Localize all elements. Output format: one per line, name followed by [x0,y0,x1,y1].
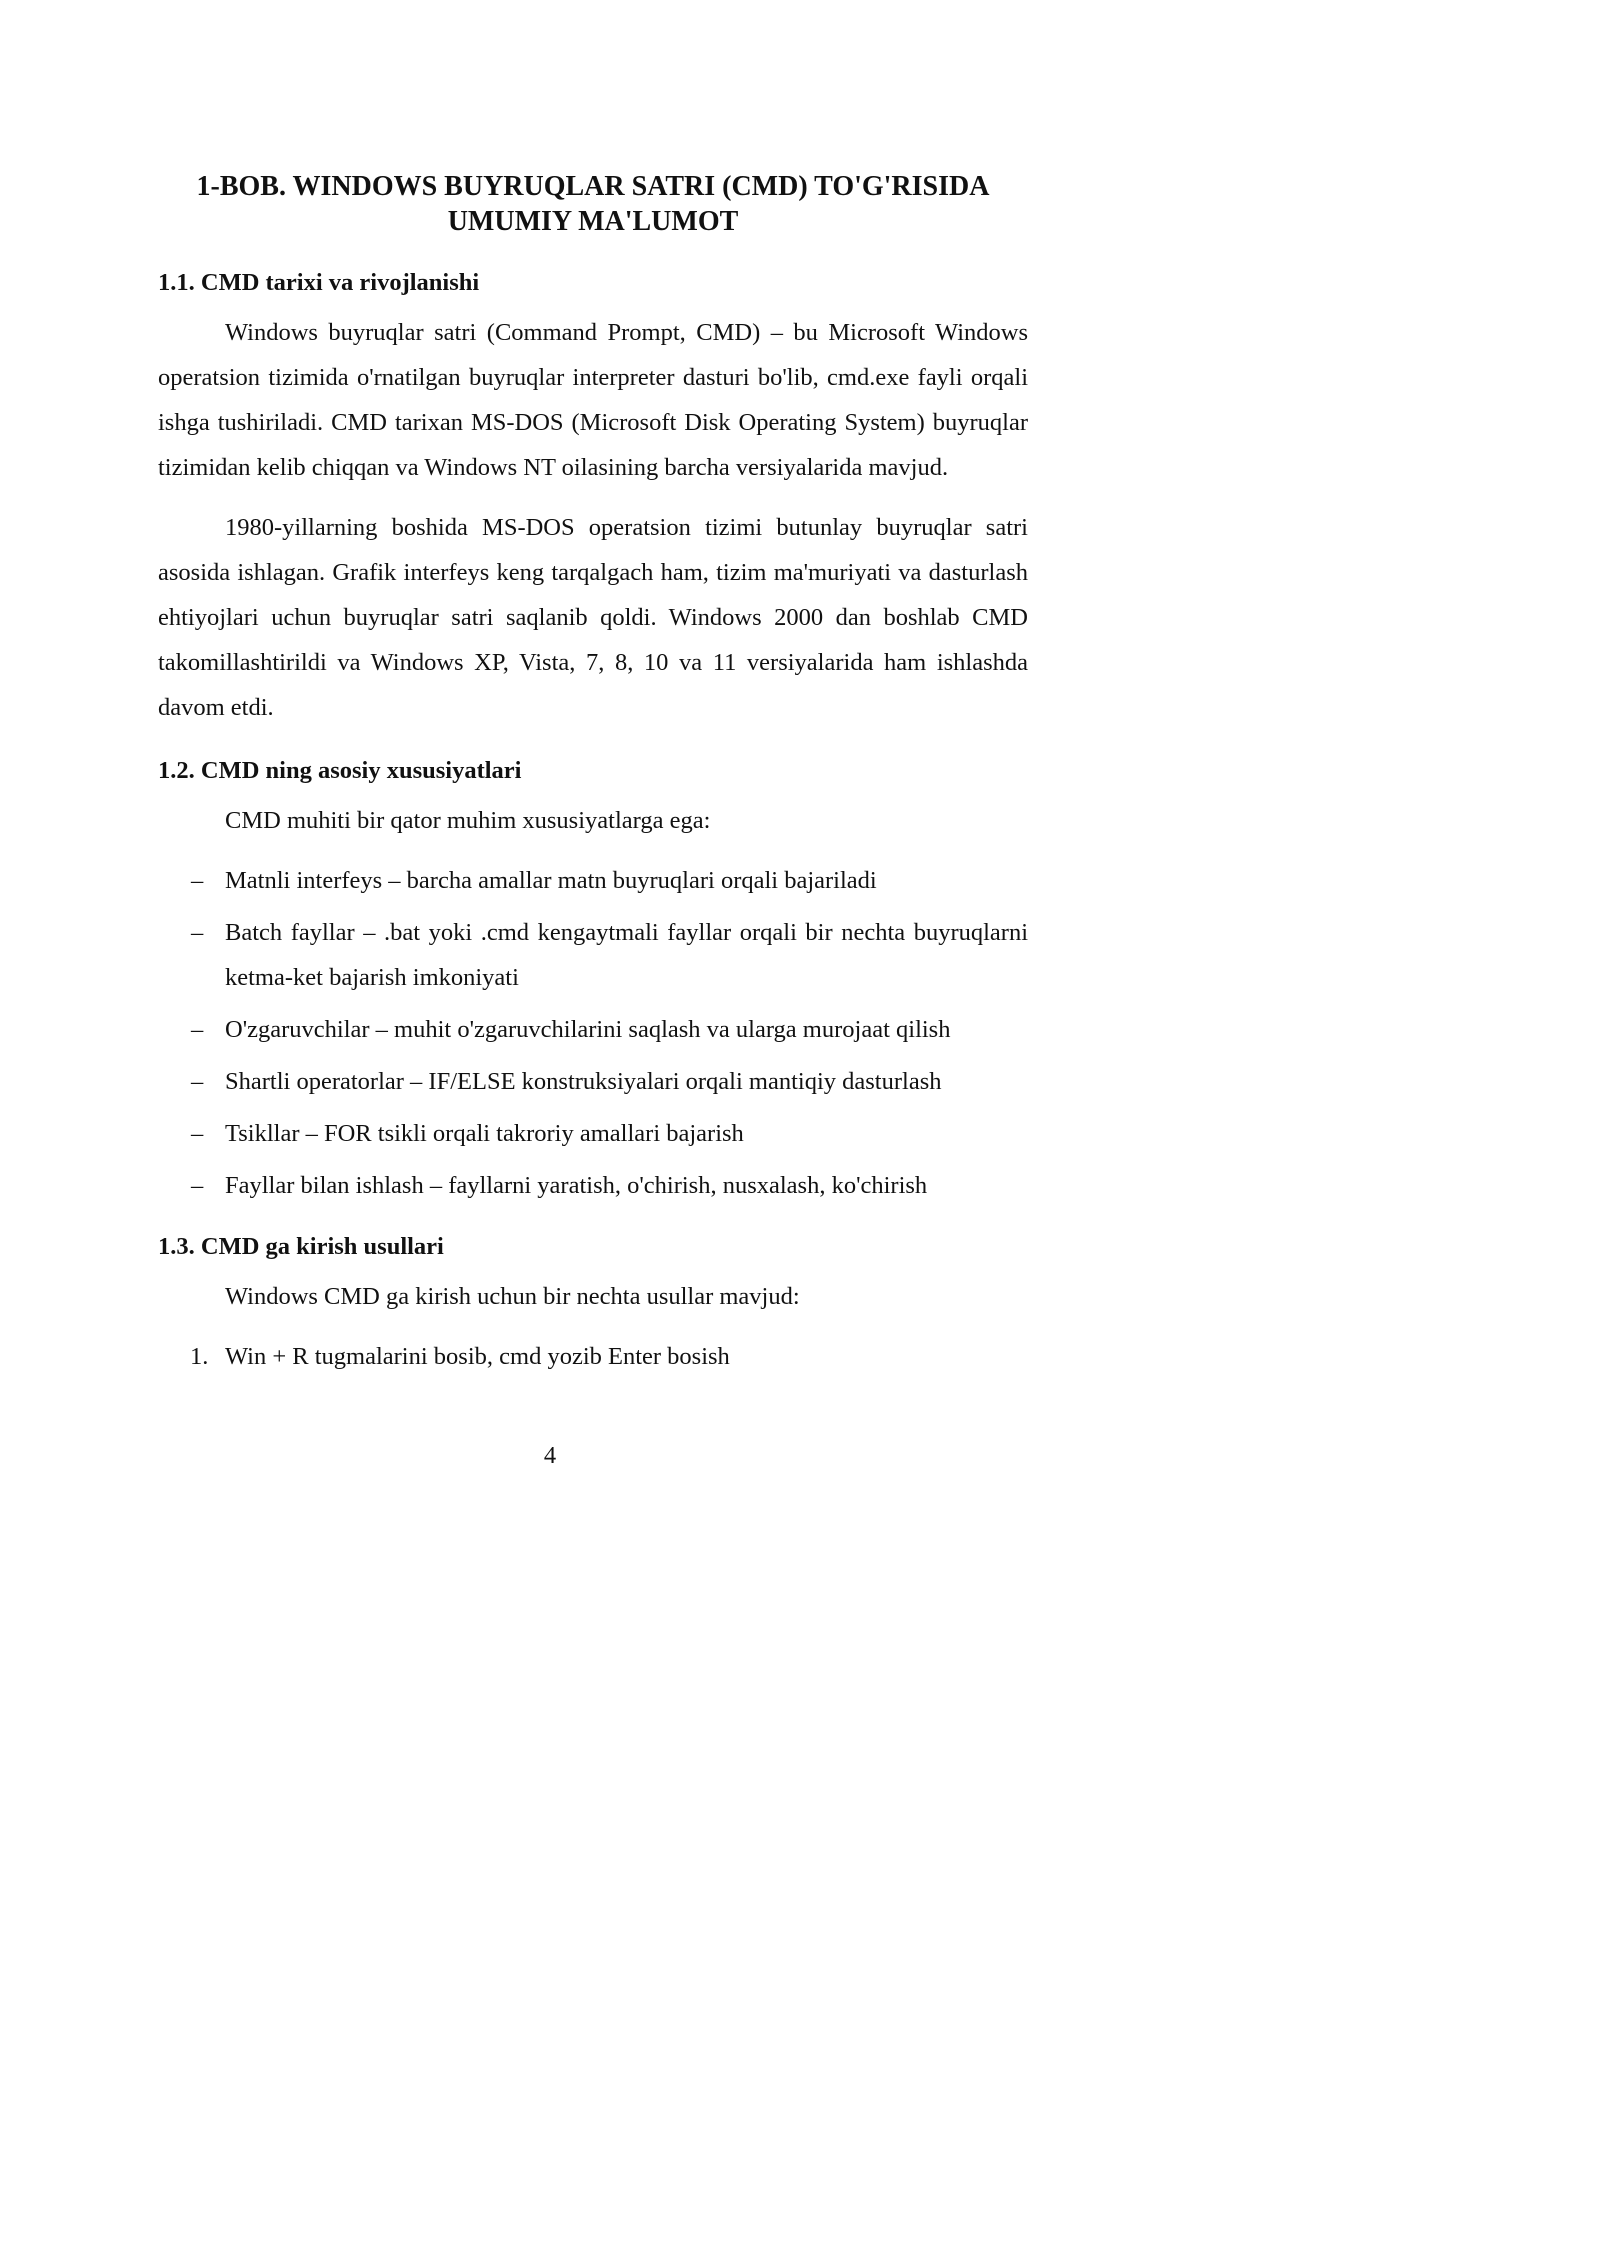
dash-marker: – [191,1120,204,1147]
list-item [158,858,1028,903]
section-heading-1-1: 1.1. CMD tarixi va rivojlanishi [158,269,480,296]
features-list [158,858,1028,1208]
dash-marker: – [191,1068,204,1095]
list-item [158,910,1028,1000]
number-marker: 1. [190,1343,209,1370]
list-item-text: Shartli operatorlar – IF/ELSE konstruksiyalari orqali mantiqiy dasturlash [225,1068,942,1095]
list-item [158,1111,1028,1156]
dash-marker: – [191,867,204,894]
list-item [158,1334,1028,1379]
dash-marker: – [191,919,204,946]
access-methods-list [158,1334,1028,1379]
list-item-text: Batch fayllar – .bat yoki .cmd kengaytmali fayllar orqali bir nechta buyruqlarni ketma-ket bajarish imkoniyati [225,919,1028,991]
list-item-text: Fayllar bilan ishlash – fayllarni yaratish, o'chirish, nusxalash, ko'chirish [225,1172,928,1199]
list-item [158,1163,1028,1208]
page-number: 4 [543,1442,557,1469]
list-item [158,1007,1028,1052]
section-heading-1-2: 1.2. CMD ning asosiy xususiyatlari [158,757,522,784]
list-item-text: Matnli interfeys – barcha amallar matn buyruqlari orqali bajariladi [225,867,877,894]
paragraph-cmd-history: Windows buyruqlar satri (Command Prompt, CMD) – bu Microsoft Windows operatsion tizimida o'rnatilgan buyruqlar interpreter dasturi bo'lib, cmd.exe fayli orqali ishga tushiriladi. CMD tarixan MS-DOS (Microsoft Disk Operating System) buyruqlar tizimidan kelib chiqqan va Windows NT oilasining barcha versiyalarida mavjud. [158,319,1028,481]
paragraph-ms-dos-background: 1980-yillarning boshida MS-DOS operatsion tizimi butunlay buyruqlar satri asosida ishlagan. Grafik interfeys keng tarqalgach ham, tizim ma'muriyati va dasturlash ehtiyojlari uchun buyruqlar satri saqlanib qoldi. Windows 2000 dan boshlab CMD takomillashtirildi va Windows XP, Vista, 7, 8, 10 va 11 versiyalarida ham ishlashda davom etdi. [158,514,1028,721]
list-item-text: Win + R tugmalarini bosib, cmd yozib Enter bosish [225,1343,730,1370]
list-item-text: O'zgaruvchilar – muhit o'zgaruvchilarini saqlash va ularga murojaat qilish [225,1016,951,1043]
document-page [0,0,1100,1556]
features-intro: CMD muhiti bir qator muhim xususiyatlarga ega: [225,807,711,834]
page-content [158,169,1028,1386]
dash-marker: – [191,1172,204,1199]
access-methods-intro: Windows CMD ga kirish uchun bir nechta usullar mavjud: [225,1283,800,1310]
list-item-text: Tsikllar – FOR tsikli orqali takroriy amallari bajarish [225,1120,744,1147]
chapter-title: 1-BOB. WINDOWS BUYRUQLAR SATRI (CMD) TO'G'RISIDA UMUMIY MA'LUMOT [196,171,990,237]
list-item [158,1059,1028,1104]
section-heading-1-3: 1.3. CMD ga kirish usullari [158,1233,444,1260]
dash-marker: – [191,1016,204,1043]
